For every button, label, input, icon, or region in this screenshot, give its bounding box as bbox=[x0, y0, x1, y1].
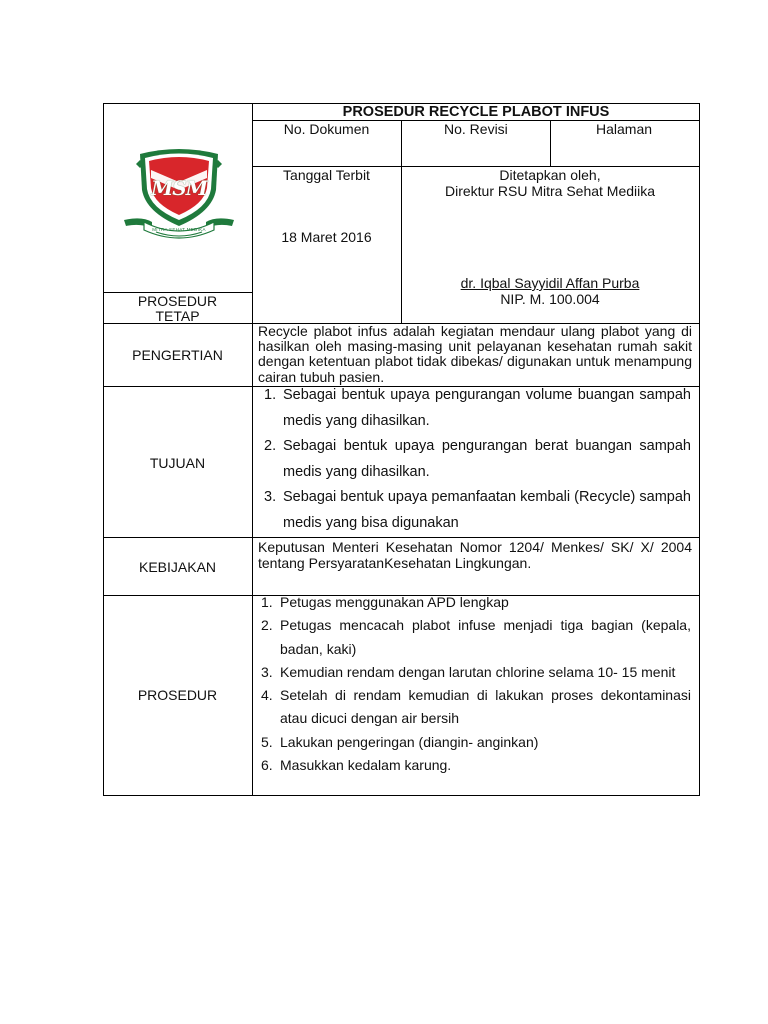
tanggal-terbit-label: Tanggal Terbit bbox=[283, 167, 370, 183]
list-item-text: Masukkan kedalam karung. bbox=[280, 757, 452, 774]
table-border-bottom bbox=[103, 795, 700, 796]
list-item bbox=[255, 485, 691, 536]
prosedur-tetap-line2: TETAP bbox=[155, 308, 200, 324]
list-item bbox=[252, 754, 691, 777]
list-item bbox=[252, 591, 691, 614]
director-nip: NIP. M. 100.004 bbox=[500, 291, 600, 307]
list-item bbox=[252, 731, 691, 754]
list-item-text: Petugas mencacah plabot infuse menjadi tiga bagian (kepala, badan, kaki) bbox=[280, 617, 691, 657]
list-item bbox=[255, 383, 691, 434]
list-item-text: Sebagai bentuk upaya pengurangan volume buangan sampah medis yang dihasilkan. bbox=[283, 387, 691, 429]
kebijakan-text: Keputusan Menteri Kesehatan Nomor 1204/ Menkes/ SK/ X/ 2004 tentang PersyaratanKesehatan Lingkungan. bbox=[258, 539, 692, 571]
list-item-number: 1. bbox=[264, 387, 277, 403]
direktur-title: Direktur RSU Mitra Sehat Mediika bbox=[444, 183, 656, 199]
list-item bbox=[252, 684, 691, 731]
prosedur-label: PROSEDUR bbox=[137, 687, 218, 703]
prosedur-tetap-line1: PROSEDUR bbox=[137, 293, 218, 309]
kebijakan-label: KEBIJAKAN bbox=[138, 559, 217, 575]
logo-ribbon-text: MITRA SEHAT MEDIKA bbox=[152, 227, 206, 232]
list-item-number: 3. bbox=[264, 489, 277, 505]
list-item-number: 6. bbox=[261, 757, 273, 774]
document-title: PROSEDUR RECYCLE PLABOT INFUS bbox=[342, 104, 610, 120]
header-col-divider-2 bbox=[550, 120, 551, 167]
pengertian-text: Recycle plabot infus adalah kegiatan mendaur ulang plabot yang di hasilkan oleh masing-masing unit pelayanan kesehatan rumah sakit dengan ketentuan plabot tidak dibekas/ digunakan untuk menampung cairan tubuh pasien. bbox=[258, 323, 692, 385]
tanggal-terbit-value: 18 Maret 2016 bbox=[281, 229, 372, 245]
list-item bbox=[252, 614, 691, 661]
list-item bbox=[252, 661, 691, 684]
list-item-text: Sebagai bentuk upaya pengurangan berat buangan sampah medis yang dihasilkan. bbox=[283, 438, 691, 480]
tujuan-label: TUJUAN bbox=[149, 455, 206, 471]
list-item-number: 3. bbox=[261, 663, 273, 680]
prosedur-list bbox=[252, 591, 691, 777]
list-item-text: Kemudian rendam dengan larutan chlorine selama 10- 15 menit bbox=[280, 663, 676, 680]
tujuan-list bbox=[255, 383, 691, 536]
row-divider-kebijakan bbox=[103, 537, 700, 538]
ditetapkan-oleh: Ditetapkan oleh, bbox=[499, 167, 601, 183]
list-item-number: 2. bbox=[264, 438, 277, 454]
hospital-logo bbox=[122, 146, 236, 242]
pengertian-label: PENGERTIAN bbox=[132, 347, 223, 363]
table-border-right bbox=[699, 103, 700, 796]
list-item-text: Sebagai bentuk upaya pemanfaatan kembali (Recycle) sampah medis yang bisa digunakan bbox=[283, 489, 691, 531]
list-item bbox=[255, 434, 691, 485]
list-item-number: 2. bbox=[261, 617, 273, 634]
list-item-text: Lakukan pengeringan (diangin- anginkan) bbox=[280, 733, 539, 750]
director-name: dr. Iqbal Sayyidil Affan Purba bbox=[460, 275, 640, 291]
logo-monogram: MSM bbox=[151, 176, 207, 200]
list-item-number: 5. bbox=[261, 733, 273, 750]
no-revisi-label: No. Revisi bbox=[444, 121, 508, 137]
list-item-number: 4. bbox=[261, 687, 273, 704]
no-dokumen-label: No. Dokumen bbox=[283, 121, 370, 137]
list-item-number: 1. bbox=[261, 594, 273, 610]
list-item-text: Setelah di rendam kemudian di lakukan proses dekontaminasi atau dicuci dengan air bersih bbox=[280, 687, 691, 727]
list-item-text: Petugas menggunakan APD lengkap bbox=[280, 594, 509, 610]
halaman-label: Halaman bbox=[596, 121, 653, 137]
